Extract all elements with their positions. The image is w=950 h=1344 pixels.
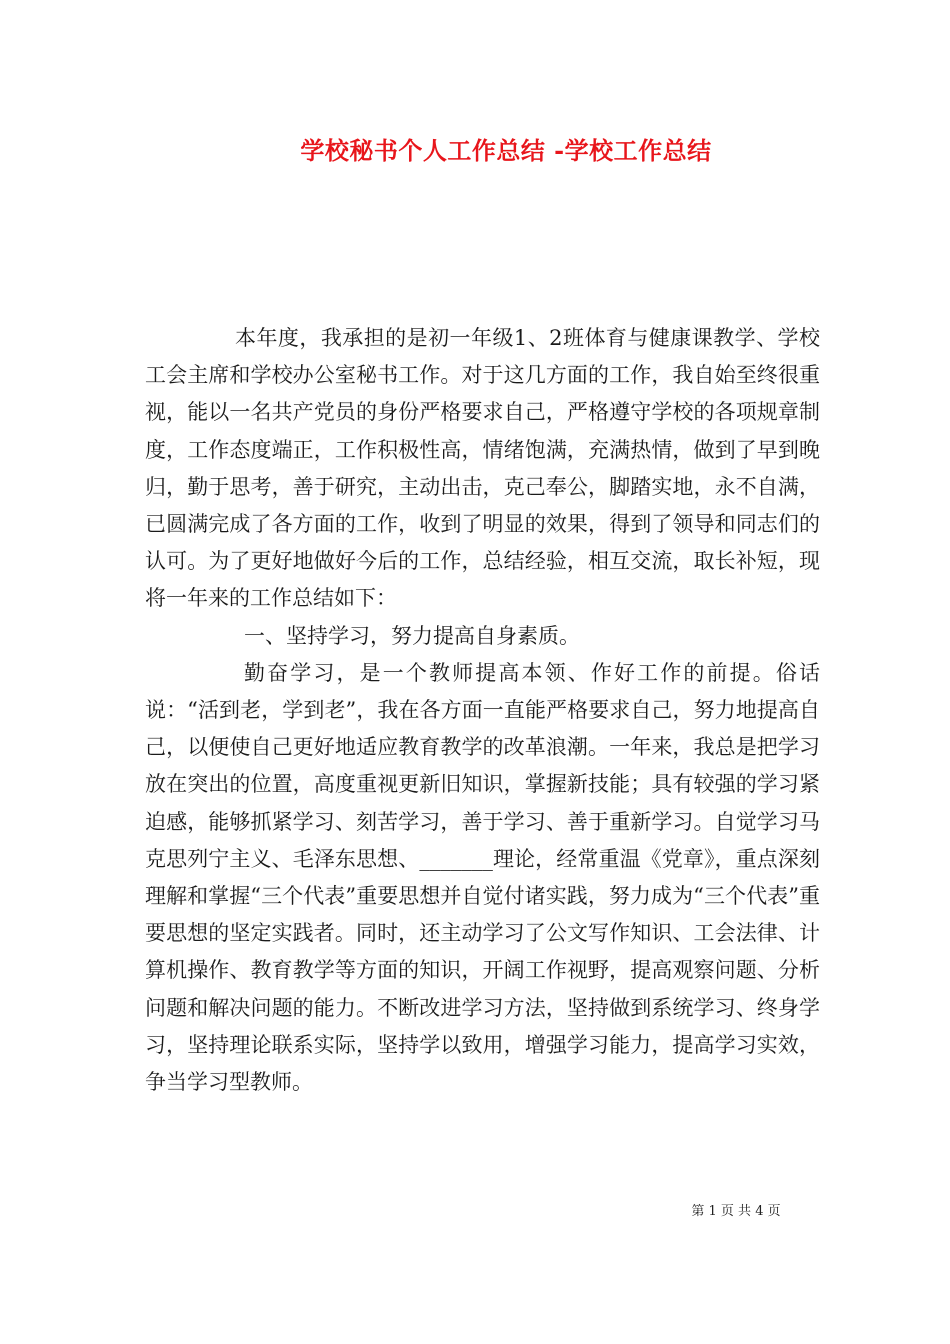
document-title: 学校秘书个人工作总结 -学校工作总结	[300, 136, 712, 165]
document-body	[145, 320, 820, 1101]
page-number: 第 1 页 共 4 页	[691, 1204, 781, 1219]
section-heading: 一、坚持学习，努力提高自身素质。	[244, 623, 580, 648]
intro-paragraph: 本年度，我承担的是初一年级1、2班体育与健康课教学、学校工会主席和学校办公室秘书工作。对于这几方面的工作，我自始至终很重视，能以一名共产党员的身份严格要求自己，严格遵守学校的各项规章制度，工作态度端正，工作积极性高，情绪饱满，充满热情，做到了早到晚归，勤于思考，善于研究，主动出击，克己奉公，脚踏实地，永不自满，已圆满完成了各方面的工作，收到了明显的效果，得到了领导和同志们的认可。为了更好地做好今后的工作，总结经验，相互交流，取长补短，现将一年来的工作总结如下：	[145, 326, 820, 611]
body-paragraph: 勤奋学习，是一个教师提高本领、作好工作的前提。俗话说：“活到老，学到老”，我在各方面一直能严格要求自己，努力地提高自己，以便使自己更好地适应教育教学的改革浪潮。一年来，我总是把学习放在突出的位置，高度重视更新旧知识，掌握新技能；具有较强的学习紧迫感，能够抓紧学习、刻苦学习，善于学习、善于重新学习。自觉学习马克思列宁主义、毛泽东思想、_______理论，经常重温《党章》，重点深刻理解和掌握“三个代表”重要思想并自觉付诸实践，努力成为“三个代表”重要思想的坚定实践者。同时，还主动学习了公文写作知识、工会法律、计算机操作、教育教学等方面的知识，开阔工作视野，提高观察问题、分析问题和解决问题的能力。不断改进学习方法，坚持做到系统学习、终身学习，坚持理论联系实际，坚持学以致用，增强学习能力，提高学习实效，争当学习型教师。	[145, 660, 820, 1095]
